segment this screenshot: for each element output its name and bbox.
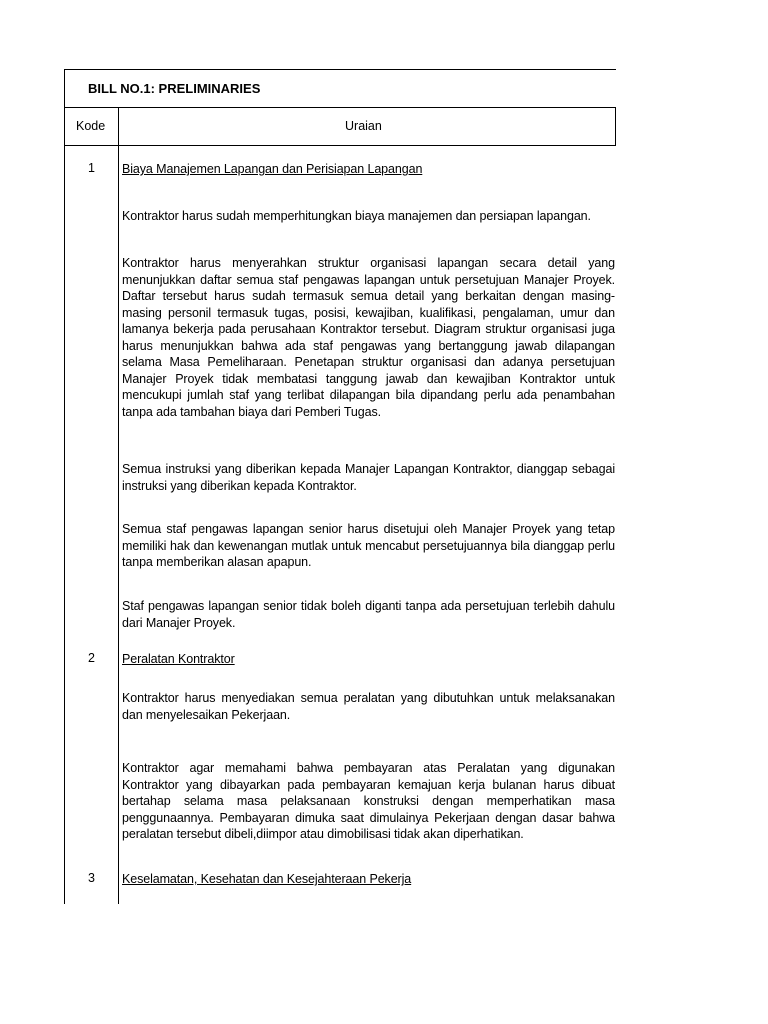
section-paragraph: Staf pengawas lapangan senior tidak boleh diganti tanpa ada persetujuan terlebih dahulu dari Manajer Proyek. <box>122 599 615 630</box>
section-heading: Biaya Manajemen Lapangan dan Perisiapan Lapangan <box>122 162 423 176</box>
section-paragraph: Semua staf pengawas lapangan senior harus disetujui oleh Manajer Proyek yang tetap memiliki hak dan kewenangan mutlak untuk mencabut persetujuannya bila dianggap perlu tanpa memberikan alasan apapun. <box>122 522 615 569</box>
column-divider <box>118 107 119 904</box>
top-border <box>64 69 616 70</box>
section-code: 2 <box>88 651 95 665</box>
section-paragraph: Kontraktor harus menyerahkan struktur organisasi lapangan secara detail yang menunjukkan daftar semua staf pengawas lapangan untuk persetujuan Manajer Proyek. Daftar tersebut harus sudah termasuk semua detail yang berkaitan dengan masing-masing personil termasuk tugas, posisi, kewajiban, kualifikasi, pengalaman, umur dan lamanya bekerja pada perusahaan Kontraktor tersebut. Diagram struktur organisasi juga harus menunjukkan bahwa ada staf pengawas yang bertanggung jawab dilapangan selama Masa Pemeliharaan. Penetapan struktur organisasi dan adanya persetujuan Manajer Proyek tidak membatasi tanggung jawab dan kewajiban Kontraktor untuk mencukupi jumlah staf yang terlibat dilapangan bila dipandang perlu ada penambahan tanpa ada tambahan biaya dari Pemberi Tugas. <box>122 256 615 419</box>
section-code: 3 <box>88 871 95 885</box>
bill-title: BILL NO.1: PRELIMINARIES <box>88 81 261 96</box>
section-paragraph: Semua instruksi yang diberikan kepada Manajer Lapangan Kontraktor, dianggap sebagai instruksi yang diberikan kepada Kontraktor. <box>122 462 615 493</box>
left-border <box>64 69 65 904</box>
column-header-description: Uraian <box>345 119 382 133</box>
column-header-code: Kode <box>76 119 106 133</box>
bill-sheet <box>64 69 616 904</box>
section-paragraph: Kontraktor harus sudah memperhitungkan biaya manajemen dan persiapan lapangan. <box>122 209 591 223</box>
title-divider <box>64 107 616 108</box>
section-paragraph: Kontraktor harus menyediakan semua peralatan yang dibutuhkan untuk melaksanakan dan menyelesaikan Pekerjaan. <box>122 691 615 722</box>
section-heading: Keselamatan, Kesehatan dan Kesejahteraan Pekerja <box>122 872 412 886</box>
section-heading: Peralatan Kontraktor <box>122 652 235 666</box>
header-divider <box>64 145 616 146</box>
section-code: 1 <box>88 161 95 175</box>
right-border <box>615 107 616 146</box>
section-paragraph: Kontraktor agar memahami bahwa pembayaran atas Peralatan yang digunakan Kontraktor yang dibayarkan pada pembayaran kemajuan kerja bulanan harus dibuat bertahap selama masa pelaksanaan konstruksi dengan memperhatikan masa penggunaannya. Pembayaran dimuka saat dimulainya Pekerjaan dengan dasar bahwa peralatan tersebut dibeli,diimpor atau dimobilisasi tidak akan diperhatikan. <box>122 761 615 841</box>
